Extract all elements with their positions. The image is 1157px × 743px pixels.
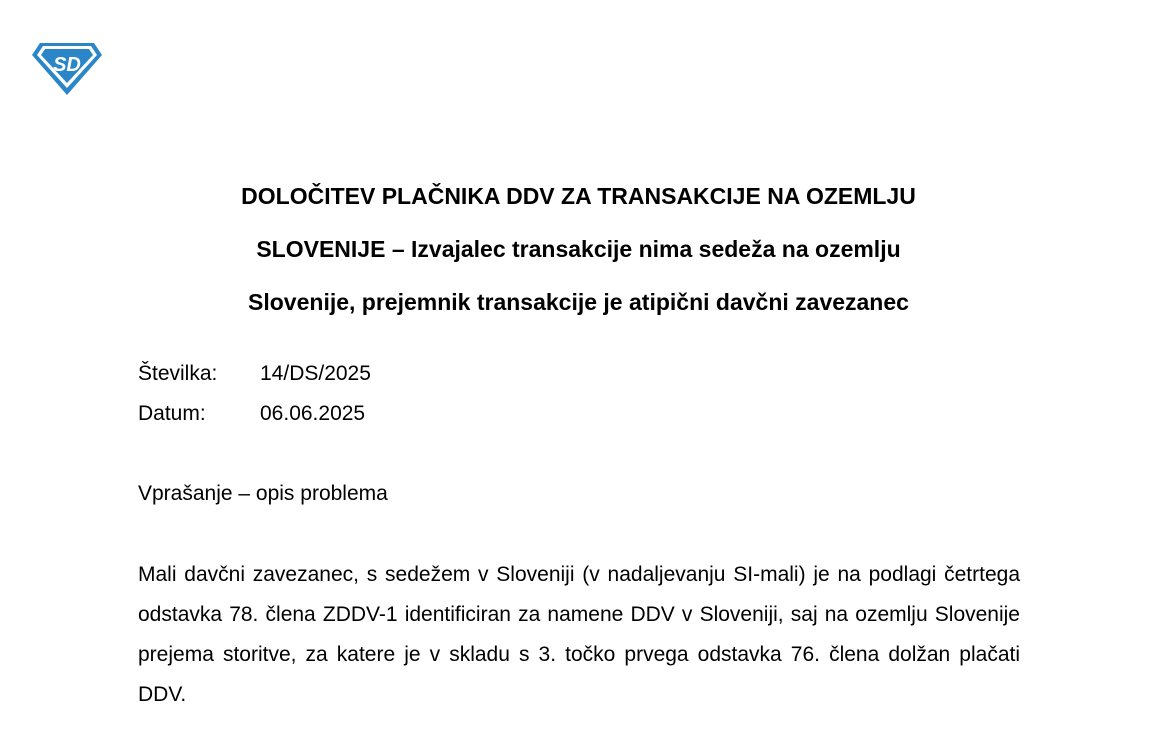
sd-shield-logo-icon bbox=[30, 42, 104, 96]
number-label: Številka: bbox=[138, 362, 218, 385]
sd-logo bbox=[30, 42, 104, 96]
number-value: 14/DS/2025 bbox=[260, 362, 371, 385]
document-meta bbox=[138, 354, 371, 434]
date-value: 06.06.2025 bbox=[260, 402, 366, 425]
section-heading: Vprašanje – opis problema bbox=[138, 482, 388, 505]
document-title bbox=[100, 170, 1057, 329]
title-line-3: Slovenije, prejemnik transakcije je atipični davčni zavezanec bbox=[248, 289, 909, 315]
title-line-1: DOLOČITEV PLAČNIKA DDV ZA TRANSAKCIJE NA OZEMLJU bbox=[241, 183, 916, 209]
meta-date-row bbox=[138, 394, 371, 434]
logo-text: SD bbox=[53, 54, 81, 76]
title-line-2: SLOVENIJE – Izvajalec transakcije nima sedeža na ozemlju bbox=[256, 236, 901, 262]
meta-number-row bbox=[138, 354, 371, 394]
date-label: Datum: bbox=[138, 402, 206, 425]
body-paragraph: Mali davčni zavezanec, s sedežem v Sloveniji (v nadaljevanju SI-mali) je na podlagi četrtega odstavka 78. člena ZDDV-1 identificiran za namene DDV v Sloveniji, saj na ozemlju Slovenije prejema storitve, za katere je v skladu s 3. točko prvega odstavka 76. člena dolžan plačati DDV. bbox=[138, 563, 1020, 706]
